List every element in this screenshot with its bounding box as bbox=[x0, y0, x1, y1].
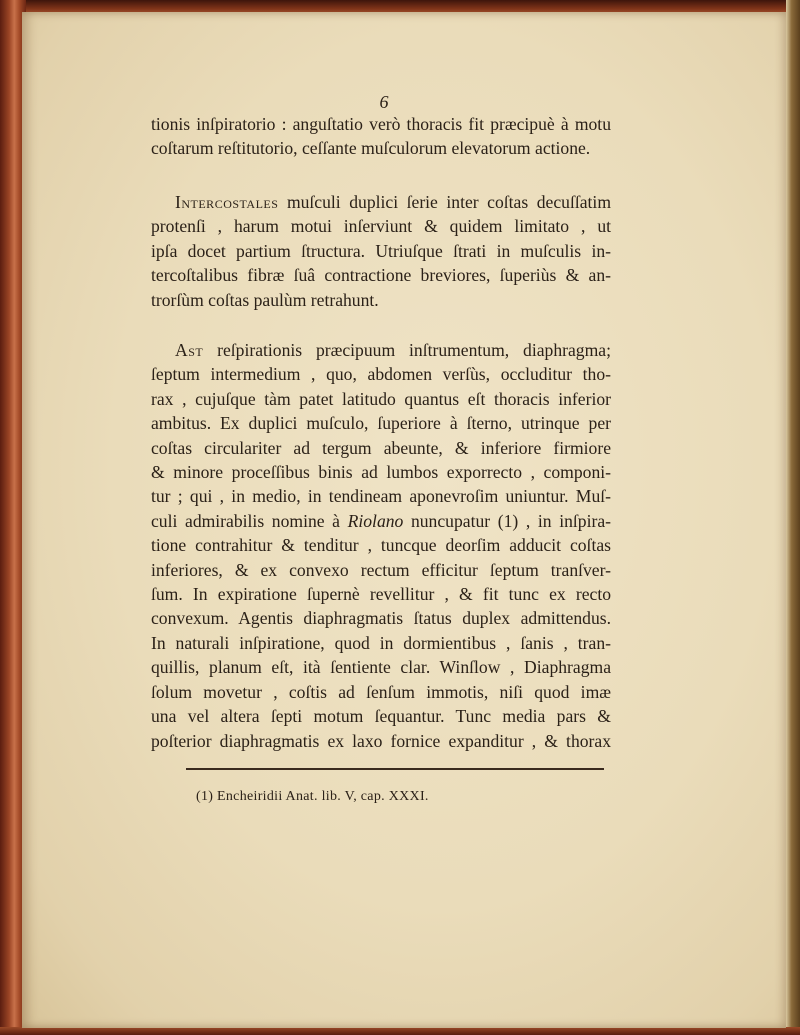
text-line: ſum. In expiratione ſupernè revellitur , & fit tunc ex recto bbox=[151, 584, 611, 605]
paragraph-intercostales bbox=[151, 190, 611, 312]
text-line: culi admirabilis nomine à Riolano nuncupatur (1) , in inſpira- bbox=[151, 510, 611, 531]
paragraph-lead-word: Ast bbox=[175, 340, 204, 360]
author-name-riolano: Riolano bbox=[347, 510, 404, 531]
page-number: 6 bbox=[379, 92, 389, 112]
page-edge-right bbox=[786, 0, 800, 1035]
text-line: convexum. Agentis diaphragmatis ſtatus duplex admittendus. bbox=[151, 608, 611, 629]
text-line: Intercostales muſculi duplici ſerie inter coſtas decuſſatim bbox=[175, 192, 611, 212]
paragraph-diaphragma bbox=[151, 338, 611, 753]
text-line: coſtarum reſtitutorio, ceſſante muſculorum elevatorum actione. bbox=[151, 138, 591, 159]
text-line: una vel altera ſepti motum ſequantur. Tunc media pars & bbox=[151, 706, 611, 727]
text-line: tercoſtalibus fibræ ſuâ contractione breviores, ſuperiùs & an- bbox=[151, 265, 611, 286]
paragraph-continuation bbox=[151, 112, 611, 161]
paragraph-lead-word: Intercostales bbox=[175, 192, 279, 212]
text-line: tur ; qui , in medio, in tendineam aponevroſim uniuntur. Muſ- bbox=[151, 486, 611, 507]
text-line: ſolum movetur , coſtis ad ſenſum immotis, niſi quod imæ bbox=[151, 681, 611, 702]
footnote-divider bbox=[186, 768, 604, 770]
footnote: (1) Encheiridii Anat. lib. V, cap. XXXI. bbox=[196, 789, 429, 804]
text-line: tione contrahitur & tenditur , tuncque deorſim adducit coſtas bbox=[151, 535, 611, 556]
text-line: quillis, planum eſt, ità ſentiente clar. Winſlow , Diaphragma bbox=[151, 657, 611, 678]
text-line: ipſa docet partium ſtructura. Utriuſque ſtrati in muſculis in- bbox=[151, 240, 611, 261]
text-line: tionis inſpiratorio : anguſtatio verò thoracis fit præcipuè à motu bbox=[151, 114, 611, 134]
text-line: Ast reſpirationis præcipuum inſtrumentum, diaphragma; bbox=[175, 340, 611, 360]
text-line: In naturali inſpiratione, quod in dormientibus , ſanis , tran- bbox=[151, 632, 611, 653]
text-line: trorſùm coſtas paulùm retrahunt. bbox=[151, 289, 379, 310]
text-line: & minore proceſſibus binis ad lumbos exporrecto , componi- bbox=[151, 462, 611, 483]
text-line: ſeptum intermedium , quo, abdomen verſùs, occluditur tho- bbox=[151, 364, 611, 385]
text-line: ambitus. Ex duplici muſculo, ſuperiore à ſterno, utrinque per bbox=[151, 413, 611, 434]
text-line: rax , cujuſque tàm patet latitudo quantus eſt thoracis inferior bbox=[151, 388, 611, 409]
text-line: inferiores, & ex convexo rectum efficitur ſeptum tranſver- bbox=[151, 559, 611, 580]
book-binding-bottom bbox=[0, 1027, 800, 1035]
text-line: poſterior diaphragmatis ex laxo fornice expanditur , & thorax bbox=[151, 730, 611, 751]
text-line: protenſi , harum motui inſerviunt & quidem limitato , ut bbox=[151, 216, 611, 237]
text-line: coſtas circulariter ad tergum abeunte, & inferiore firmiore bbox=[151, 437, 611, 458]
